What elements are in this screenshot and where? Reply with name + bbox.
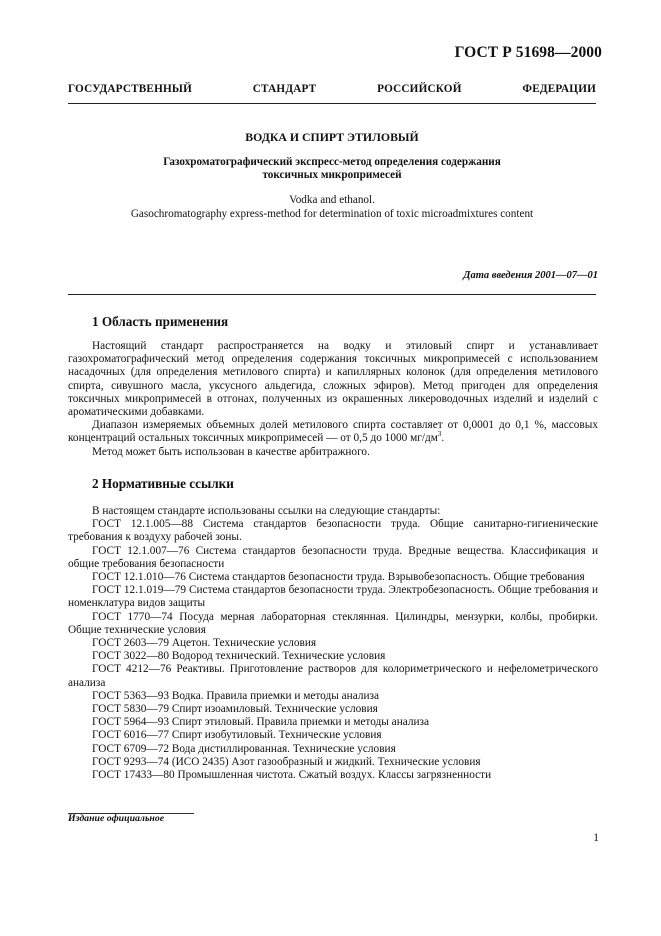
english-title-line: Gasochromatography express-method for determination of toxic microadmixtures content [130, 208, 534, 220]
section-body-scope [68, 340, 598, 459]
reference-item: ГОСТ 5964—93 Спирт этиловый. Правила приемки и методы анализа [92, 716, 430, 729]
reference-item: ГОСТ 17433—80 Промышленная чистота. Сжатый воздух. Классы загрязненности [92, 769, 492, 782]
introduction-date: Дата введения 2001—07—01 [463, 270, 598, 281]
reference-item: ГОСТ 5363—93 Водка. Правила приемки и методы анализа [92, 689, 379, 702]
edition-label: Издание официальное [68, 813, 165, 824]
range-text: Диапазон измеряемых объемных долей метилового спирта составляет от 0,0001 до 0,1 %, массовых концентраций остальных токсичных микропримесей — от 0,5 до 1000 мг/дм [68, 419, 598, 445]
reference-item: ГОСТ 12.1.019—79 Система стандартов безопасности труда. Электробезопасность. Общие требования и номенклатура видов защиты [68, 584, 598, 610]
reference-item: ГОСТ 3022—80 Водород технический. Технические условия [92, 650, 386, 663]
reference-item: ГОСТ 9293—74 (ИСО 2435) Азот газообразный и жидкий. Технические условия [92, 755, 481, 768]
section-heading-scope: 1 Область применения [92, 314, 229, 329]
unit-superscript: 3 [437, 430, 442, 439]
document-subtitle [68, 156, 596, 182]
reference-item: ГОСТ 4212—76 Реактивы. Приготовление растворов для колориметрического и нефелометрического анализа [68, 663, 598, 689]
reference-item: ГОСТ 12.1.007—76 Система стандартов безопасности труда. Вредные вещества. Классификация и общие требования безопасности [68, 544, 598, 570]
state-standard-banner: ГОСУДАРСТВЕННЫЙ СТАНДАРТ РОССИЙСКОЙ ФЕДЕРАЦИИ [68, 83, 596, 95]
reference-item: ГОСТ 12.1.005—88 Система стандартов безопасности труда. Общие санитарно-гигиенические требования к воздуху рабочей зоны. [68, 518, 598, 544]
page-number: 1 [593, 832, 599, 844]
paragraph: Настоящий стандарт распространяется на водку и этиловый спирт и устанавливает газохроматографический метод определения содержания токсичных микропримесей с использованием насадочных (для определения метилового спирта) и капиллярных колонок (для определения метилового спирта, сивушного масла, уксусного альдегида, сложных эфиров). Метод пригоден для определения токсичных микропримесей в отгонах, полученных из окрашенных ликероводочных изделий и изделий с ароматическими добавками. [68, 340, 598, 419]
document-code: ГОСТ Р 51698—2000 [454, 44, 602, 61]
reference-item: ГОСТ 2603—79 Ацетон. Технические условия [92, 637, 317, 650]
english-title [68, 193, 596, 221]
date-divider [68, 294, 596, 295]
section-heading-references: 2 Нормативные ссылки [92, 476, 234, 491]
reference-item: ГОСТ 5830—79 Спирт изоамиловый. Технические условия [92, 703, 378, 716]
reference-item: ГОСТ 12.1.010—76 Система стандартов безопасности труда. Взрывобезопасность. Общие требования [92, 571, 585, 584]
reference-item: ГОСТ 6016—77 Спирт изобутиловый. Технические условия [92, 729, 382, 742]
header-divider [68, 103, 596, 104]
paragraph: Метод может быть использован в качестве арбитражного. [92, 445, 370, 458]
reference-item: ГОСТ 1770—74 Посуда мерная лабораторная стеклянная. Цилиндры, мензурки, колбы, пробирки. Общие технические условия [68, 610, 598, 636]
document-title: ВОДКА И СПИРТ ЭТИЛОВЫЙ [245, 130, 419, 144]
paragraph [68, 419, 598, 445]
paragraph: В настоящем стандарте использованы ссылки на следующие стандарты: [92, 505, 441, 517]
reference-item: ГОСТ 6709—72 Вода дистиллированная. Технические условия [92, 742, 396, 755]
section-body-references [68, 505, 598, 782]
subtitle-line: токсичных микропримесей [262, 169, 402, 181]
subtitle-line: Газохроматографический экспресс-метод определения содержания [163, 156, 501, 168]
english-title-line: Vodka and ethanol. [289, 194, 375, 206]
range-end: . [441, 432, 445, 445]
